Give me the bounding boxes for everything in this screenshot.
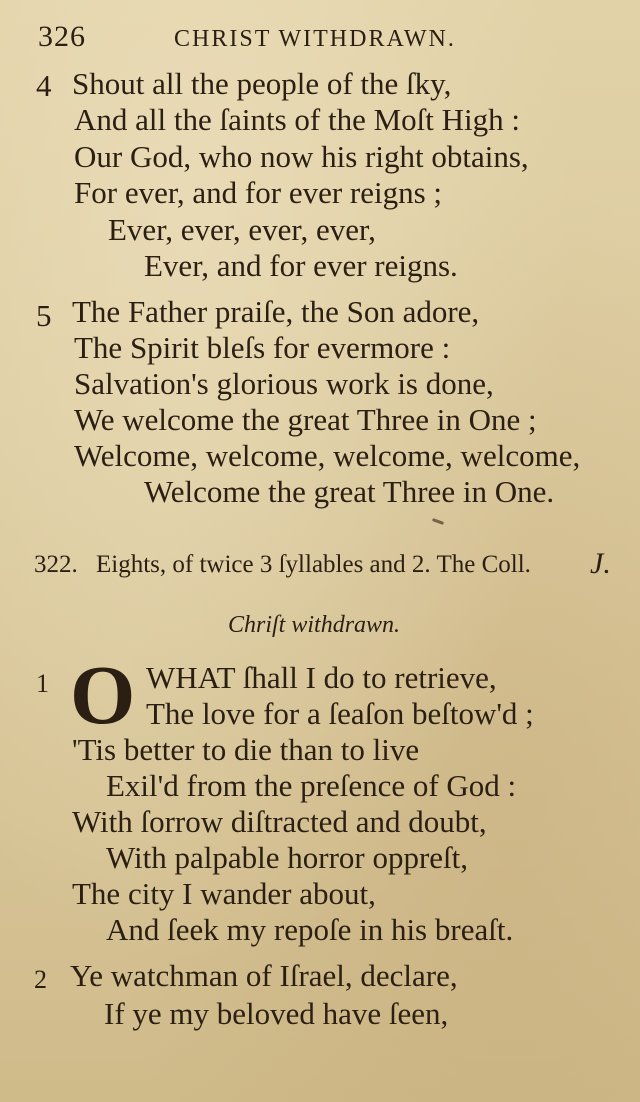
hymn-heading — [34, 547, 624, 587]
running-title: CHRIST WITHDRAWN. — [174, 26, 456, 52]
ink-speck — [432, 518, 444, 525]
hymn-author: J. — [590, 547, 611, 580]
verse-line: Ever, and for ever reigns. — [144, 248, 458, 283]
verse-number: 2 — [34, 965, 47, 994]
hymn-meter: Eights, of twice 3 ſyllables and 2. The Coll. — [96, 551, 531, 578]
verse-line: With palpable horror oppreſt, — [106, 840, 469, 875]
verse-line: Salvation's glorious work is done, — [74, 366, 494, 401]
verse-line: Exil'd from the preſence of God : — [106, 768, 517, 803]
verse-line: Welcome the great Three in One. — [144, 474, 555, 509]
verse-line: WHAT ſhall I do to retrieve, — [146, 660, 497, 695]
verse-line: With ſorrow diſtracted and doubt, — [72, 804, 487, 839]
verse-number: 1 — [36, 669, 49, 698]
verse-number: 4 — [36, 68, 52, 103]
verse-line: If ye my beloved have ſeen, — [104, 996, 449, 1031]
drop-cap: O — [70, 649, 136, 742]
hymn-title: Chriſt withdrawn. — [228, 612, 401, 638]
verse-line: The city I wander about, — [72, 876, 376, 911]
verse-line: The Spirit bleſs for evermore : — [74, 330, 451, 365]
verse-line: We welcome the great Three in One ; — [74, 402, 537, 437]
verse-line: Ye watchman of Iſrael, declare, — [70, 958, 458, 993]
verse-line: The love for a ſeaſon beſtow'd ; — [146, 696, 534, 731]
hymn-number: 322. — [34, 551, 78, 578]
verse-line: Welcome, welcome, welcome, welcome, — [74, 438, 581, 473]
verse-line: Ever, ever, ever, ever, — [108, 212, 376, 247]
verse-line: And all the ſaints of the Moſt High : — [74, 102, 521, 137]
verse-line: And ſeek my repoſe in his breaſt. — [106, 912, 514, 947]
verse-line: 'Tis better to die than to live — [72, 732, 420, 767]
verse-line: Shout all the people of the ſky, — [72, 66, 452, 101]
verse-line: The Father praiſe, the Son adore, — [72, 294, 480, 329]
verse-number: 5 — [36, 298, 52, 333]
verse-line: Our God, who now his right obtains, — [74, 139, 529, 174]
verse-line: For ever, and for ever reigns ; — [74, 175, 443, 210]
running-head — [38, 20, 608, 60]
page-number: 326 — [38, 20, 86, 53]
